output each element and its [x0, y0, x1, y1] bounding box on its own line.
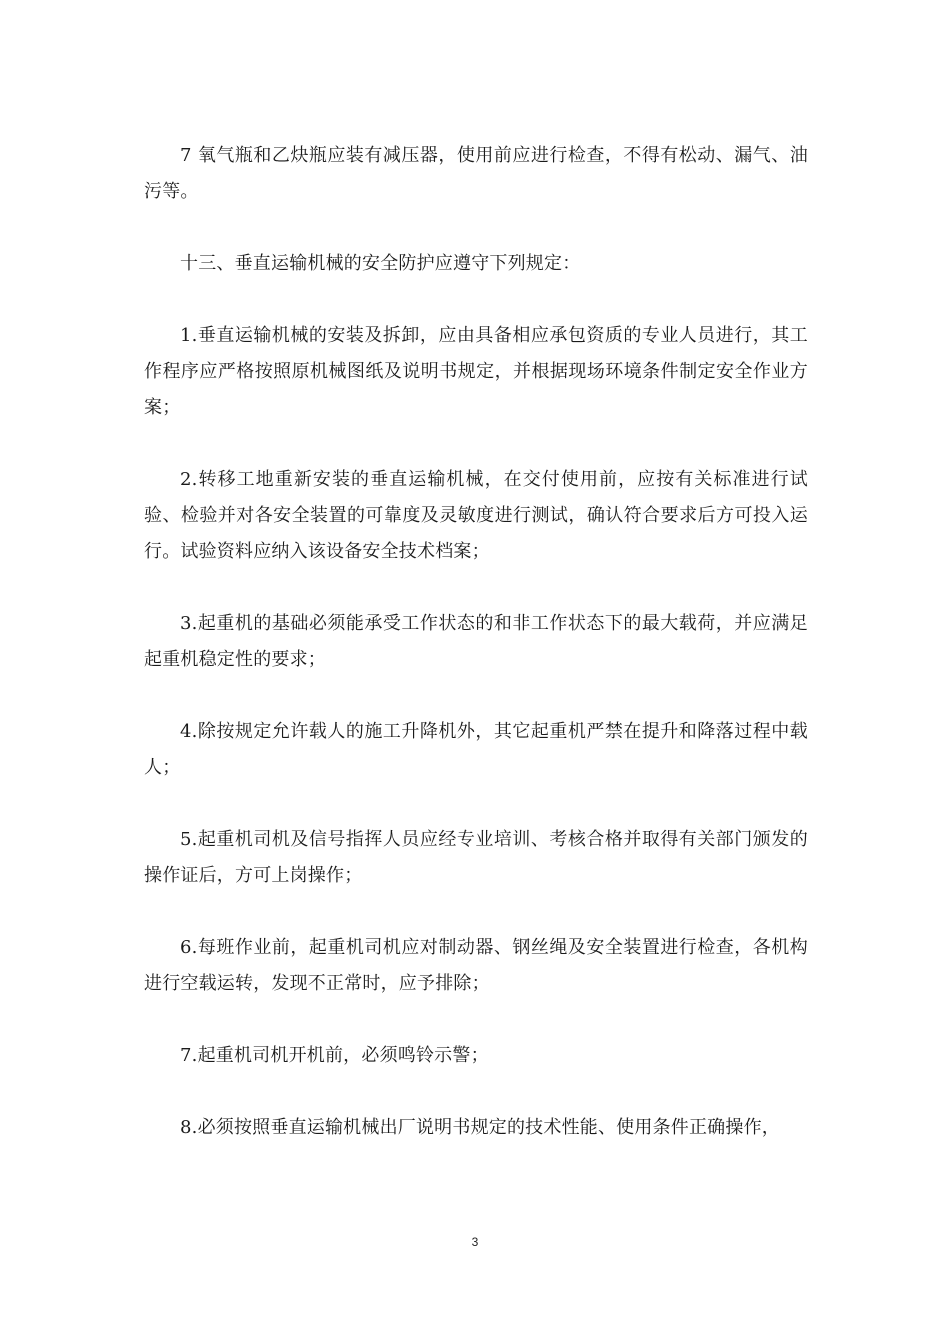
paragraph-item-7: 7.起重机司机开机前，必须鸣铃示警；: [180, 1045, 489, 1066]
paragraph-item-1: 1.垂直运输机械的安装及拆卸，应由具备相应承包资质的专业人员进行，其工作程序应严格按照原机械图纸及说明书规定，并根据现场环境条件制定安全作业方案；: [144, 325, 808, 418]
page-number: 3: [471, 1235, 479, 1249]
paragraph-item-8: 8.必须按照垂直运输机械出厂说明书规定的技术性能、使用条件正确操作，: [180, 1117, 780, 1138]
paragraph-item-3: 3.起重机的基础必须能承受工作状态的和非工作状态下的最大载荷，并应满足起重机稳定性的要求；: [144, 613, 808, 670]
paragraph-item-5: 5.起重机司机及信号指挥人员应经专业培训、考核合格并取得有关部门颁发的操作证后，方可上岗操作；: [144, 829, 808, 886]
paragraph-oxygen-acetylene: 7 氧气瓶和乙炔瓶应装有减压器，使用前应进行检查，不得有松动、漏气、油污等。: [144, 145, 808, 202]
document-body: [144, 138, 808, 1182]
paragraph-item-4: 4.除按规定允许载人的施工升降机外，其它起重机严禁在提升和降落过程中载人；: [144, 721, 808, 778]
paragraph-item-6: 6.每班作业前，起重机司机应对制动器、钢丝绳及安全装置进行检查，各机构进行空载运转，发现不正常时，应予排除；: [144, 937, 808, 994]
paragraph-item-2: 2.转移工地重新安装的垂直运输机械，在交付使用前，应按有关标准进行试验、检验并对各安全装置的可靠度及灵敏度进行测试，确认符合要求后方可投入运行。试验资料应纳入该设备安全技术档案；: [144, 469, 808, 562]
section-heading-vertical-transport: 十三、垂直运输机械的安全防护应遵守下列规定：: [180, 253, 581, 274]
